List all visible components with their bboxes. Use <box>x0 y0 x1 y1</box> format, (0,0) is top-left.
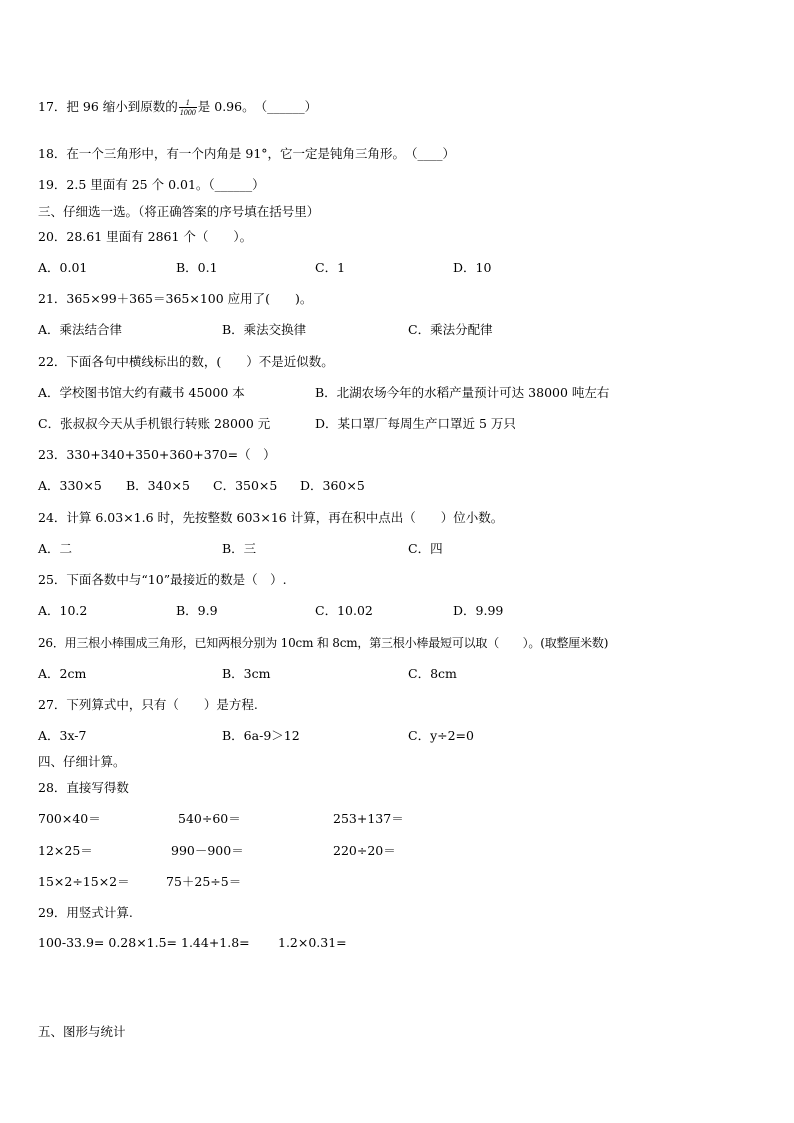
question-27-option-a: A．3x-7 <box>38 728 87 743</box>
calc-item: 15×2÷15×2＝ <box>38 874 130 889</box>
question-20-option-a: A．0.01 <box>38 260 88 275</box>
question-23-stem: 23．330+340+350+360+370=（ ） <box>38 447 276 462</box>
question-21-option-b: B．乘法交换律 <box>222 322 307 337</box>
question-22-option-a: A．学校图书馆大约有藏书 45000 本 <box>38 385 245 400</box>
calc-item: 75＋25÷5＝ <box>166 874 242 889</box>
question-21-option-c: C．乘法分配律 <box>408 322 493 337</box>
question-26-stem: 26．用三根小棒围成三角形，已知两根分别为 10cm 和 8cm，第三根小棒最短可以取（ ）。(取整厘米数) <box>38 636 609 650</box>
question-17-text-after: 是 0.96。 （______） <box>197 99 318 114</box>
question-20-option-c: C．1 <box>315 260 346 275</box>
question-25-option-c: C．10.02 <box>315 603 373 618</box>
question-22-option-b: B．北湖农场今年的水稻产量预计可达 38000 吨左右 <box>315 385 610 400</box>
question-26-option-a: A．2cm <box>38 666 87 681</box>
question-17 <box>38 98 317 117</box>
calc-item: 12×25＝ <box>38 843 93 858</box>
question-25-option-a: A．10.2 <box>38 603 88 618</box>
question-25-stem: 25．下面各数中与“10”最接近的数是（ ）. <box>38 572 287 587</box>
question-24-stem: 24．计算 6.03×1.6 时，先按整数 603×16 计算，再在积中点出（ ）位小数。 <box>38 510 504 525</box>
section-3-heading: 三、仔细选一选。（将正确答案的序号填在括号里） <box>38 204 320 219</box>
question-23-option-c: C．350×5 <box>213 478 278 493</box>
question-24-option-a: A．二 <box>38 541 73 556</box>
question-22-option-d: D．某口罩厂每周生产口罩近 5 万只 <box>315 416 516 431</box>
question-28-stem: 28．直接写得数 <box>38 780 129 795</box>
question-27-option-c: C．y÷2=0 <box>408 728 474 743</box>
vertical-calc-item: 1.2×0.31= <box>278 935 347 950</box>
fraction-1-1000: $\frac{1}{1000}$ <box>179 98 196 117</box>
calc-item: 540÷60＝ <box>178 811 241 826</box>
calc-item: 220÷20＝ <box>333 843 396 858</box>
question-20-stem: 20．28.61 里面有 2861 个（ ）。 <box>38 229 253 244</box>
question-27-option-b: B．6a-9＞12 <box>222 728 300 743</box>
question-24-option-b: B．三 <box>222 541 257 556</box>
section-5-heading: 五、图形与统计 <box>38 1024 126 1039</box>
question-18: 18．在一个三角形中，有一个内角是 91°，它一定是钝角三角形。 （____） <box>38 146 456 161</box>
question-20-option-b: B．0.1 <box>176 260 218 275</box>
question-21-stem: 21．365×99＋365＝365×100 应用了( )。 <box>38 291 313 306</box>
question-24-option-c: C．四 <box>408 541 443 556</box>
question-21-option-a: A．乘法结合律 <box>38 322 123 337</box>
question-26-option-b: B．3cm <box>222 666 271 681</box>
question-20-option-d: D．10 <box>453 260 492 275</box>
question-27-stem: 27．下列算式中，只有（ ）是方程. <box>38 697 258 712</box>
vertical-calc-item: 100-33.9= 0.28×1.5= 1.44+1.8= <box>38 935 250 950</box>
question-23-option-b: B．340×5 <box>126 478 190 493</box>
calc-item: 990－900＝ <box>171 843 244 858</box>
question-22-stem: 22．下面各句中横线标出的数，( ）不是近似数。 <box>38 354 334 369</box>
question-19: 19．2.5 里面有 25 个 0.01。（______） <box>38 177 265 192</box>
question-25-option-b: B．9.9 <box>176 603 218 618</box>
question-23-option-a: A．330×5 <box>38 478 102 493</box>
question-25-option-d: D．9.99 <box>453 603 504 618</box>
calc-item: 700×40＝ <box>38 811 101 826</box>
section-4-heading: 四、仔细计算。 <box>38 754 126 769</box>
question-26-option-c: C．8cm <box>408 666 457 681</box>
question-23-option-d: D．360×5 <box>300 478 365 493</box>
question-17-text-before: 17．把 96 缩小到原数的 <box>38 99 178 114</box>
question-29-stem: 29．用竖式计算. <box>38 905 133 920</box>
question-22-option-c: C．张叔叔今天从手机银行转账 28000 元 <box>38 416 271 431</box>
calc-item: 253+137＝ <box>333 811 404 826</box>
